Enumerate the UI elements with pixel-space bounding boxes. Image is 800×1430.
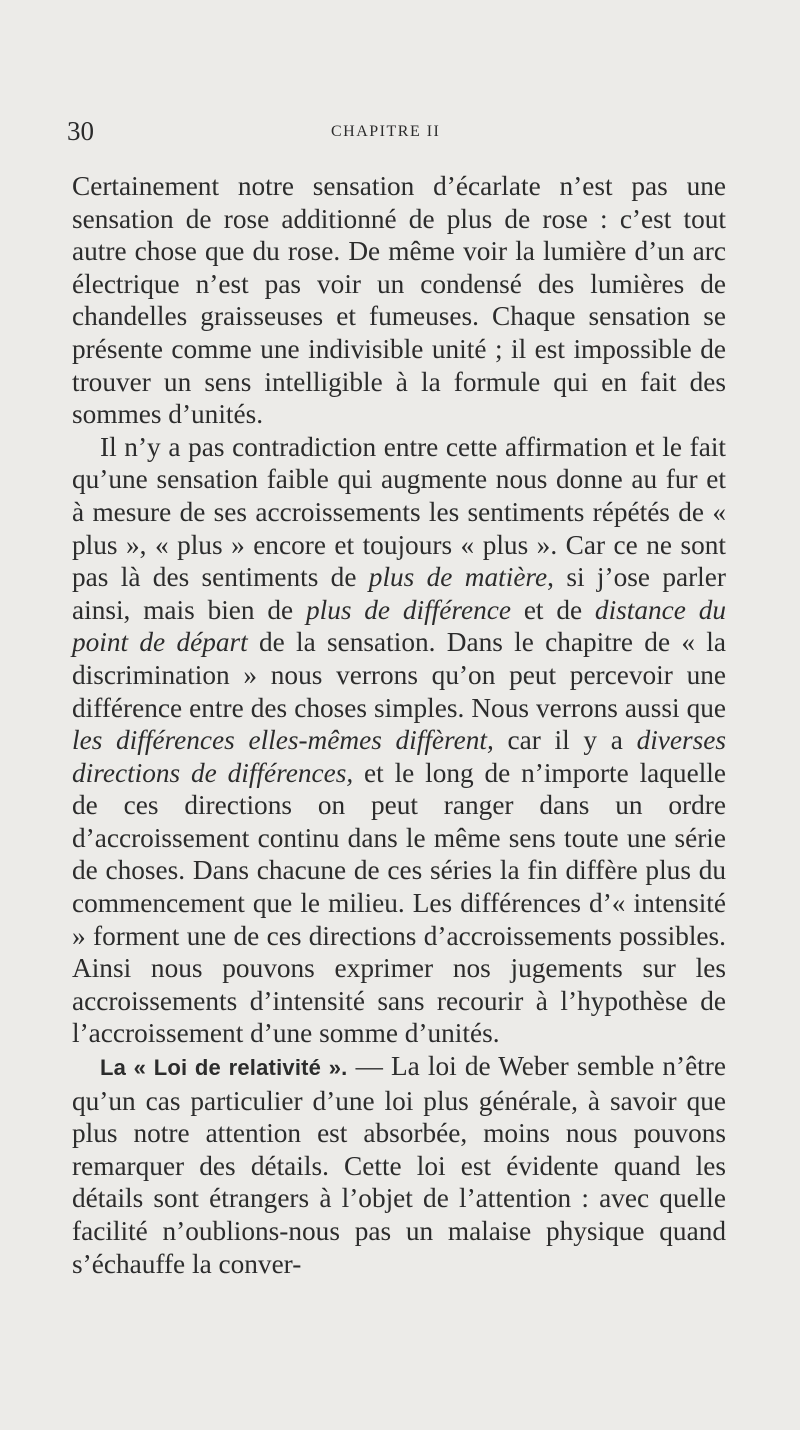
running-title: CHAPITRE II [331, 123, 441, 140]
italic-les-differences-different: les différences elles-mêmes diffèrent, [72, 725, 494, 756]
body-text [72, 170, 726, 1280]
italic-plus-de-difference: plus de différence [305, 594, 511, 625]
italic-plus-de-matiere: plus de matière [368, 562, 548, 593]
paragraph-2-text-5: car il y a [493, 725, 637, 756]
page-header [67, 115, 727, 147]
paragraph-1: Certainement notre sensation d’écarlate n’est pas une sensation de rose additionné de plus de rose : c’est tout autre chose que du rose. De même voir la lumière d’un arc électrique n’est pas voir un condensé des lumières de chandelles graisseuses et fumeuses. Chaque sensation se présente comme une indivisible unité ; il est impossible de trouver un sens intelligible à la formule qui en fait des sommes d’unités. [72, 171, 726, 430]
section-heading: La « Loi de relativité ». [100, 1055, 348, 1081]
paragraph-3 [72, 1050, 726, 1280]
paragraph-2-text-4: de la sensation. Dans le chapitre de « la discrimination » nous verrons qu’on peut percevoir une différence entre des choses simples. Nous verrons aussi que [72, 627, 726, 723]
italic-diverses-directions: diverses directions de différences, [72, 725, 727, 788]
paragraph-2-text-1: Il n’y a pas contradiction entre cette affirmation et le fait qu’une sensation faible qui augmente nous donne au fur et à mesure de ses accroissements les sentiments répétés de « plus », « plus » encore et toujours « plus ». Car ce ne sont pas là des sentiments de [72, 431, 726, 593]
paragraph-2-text-6: et le long de n’importe laquelle de ces directions on peut ranger dans un ordre d’accroissement continu dans le même sens toute une série de choses. Dans chacune de ces séries la fin diffère plus du commencement que le milieu. Les différences d’« intensité » forment une de ces directions d’accroissements possibles. Ainsi nous pouvons exprimer nos jugements sur les accroissements d’intensité sans recourir à l’hypothèse de l’accroissement d’une somme d’unités. [72, 757, 726, 1049]
italic-distance-du-point-de-depart: distance du point de départ [72, 594, 727, 658]
page-number: 30 [67, 116, 94, 146]
paragraph-2-text-2: , si j’ose parler ainsi, mais bien de [72, 562, 726, 625]
paragraph-3-text: — La loi de Weber semble n’être qu’un cas particulier d’une loi plus générale, à savoir que plus notre attention est absorbée, moins nous pouvons remarquer des détails. Cette loi est évidente quand les détails sont étrangers à l’objet de l’attention : avec quelle facilité n’oublions-nous pas un malaise physique quand s’échauffe la conver- [72, 1051, 726, 1279]
paragraph-2 [72, 431, 726, 1050]
paragraph-2-text-3: et de [511, 594, 595, 625]
